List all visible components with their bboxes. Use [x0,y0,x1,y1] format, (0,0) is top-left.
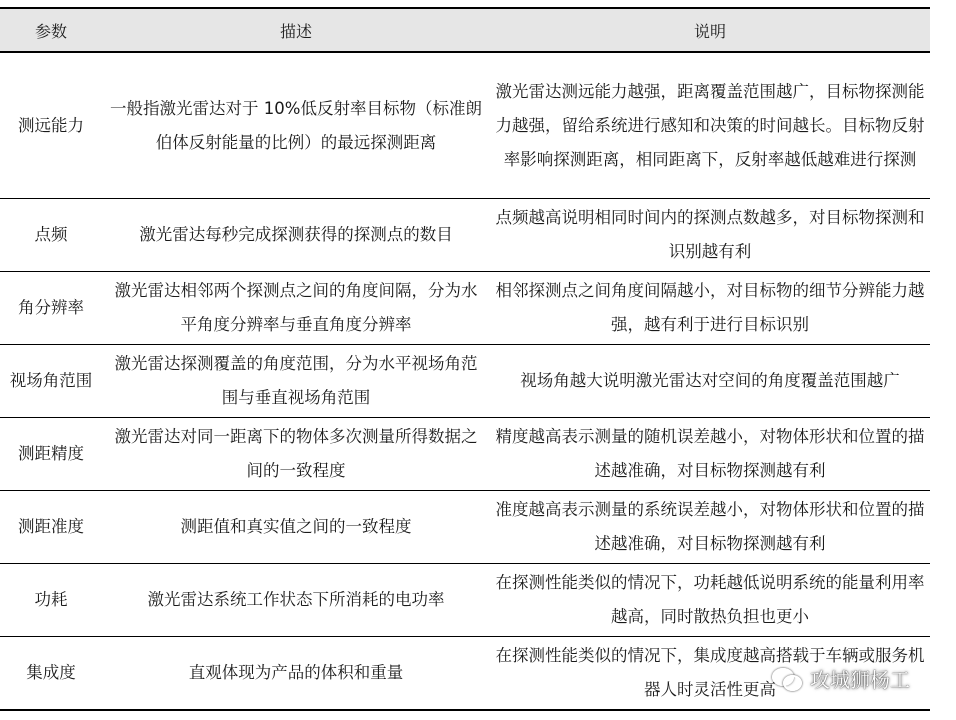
cell-param: 视场角范围 [0,345,102,418]
cell-expl: 相邻探测点之间角度间隔越小，对目标物的细节分辨能力越强，越有利于进行目标识别 [490,272,930,345]
cell-desc: 激光雷达对同一距离下的物体多次测量所得数据之间的一致程度 [102,418,490,491]
cell-desc: 激光雷达每秒完成探测获得的探测点的数目 [102,199,490,272]
cell-expl: 点频越高说明相同时间内的探测点数越多，对目标物探测和识别越有利 [490,199,930,272]
header-expl: 说明 [490,8,930,52]
cell-param: 功耗 [0,564,102,637]
cell-expl: 在探测性能类似的情况下，集成度越高搭载于车辆或服务机器人时灵活性更高 [490,637,930,711]
table-row [0,418,930,491]
cell-expl: 准度越高表示测量的系统误差越小，对物体形状和位置的描述越准确，对目标物探测越有利 [490,491,930,564]
watermark-text: 攻城狮杨工 [810,668,910,692]
cell-param: 测距精度 [0,418,102,491]
table-row [0,637,930,711]
cell-desc: 激光雷达相邻两个探测点之间的角度间隔，分为水平角度分辨率与垂直角度分辨率 [102,272,490,345]
table-row [0,199,930,272]
cell-expl: 精度越高表示测量的随机误差越小，对物体形状和位置的描述越准确，对目标物探测越有利 [490,418,930,491]
cell-param: 点频 [0,199,102,272]
header-desc: 描述 [102,8,490,52]
table-row [0,491,930,564]
cell-expl: 视场角越大说明激光雷达对空间的角度覆盖范围越广 [490,345,930,418]
cell-desc: 测距值和真实值之间的一致程度 [102,491,490,564]
table-row [0,52,930,199]
lidar-parameter-table-wrap [0,7,930,711]
table-row [0,564,930,637]
cell-param: 集成度 [0,637,102,711]
cell-desc: 激光雷达探测覆盖的角度范围，分为水平视场角范围与垂直视场角范围 [102,345,490,418]
cell-expl: 在探测性能类似的情况下，功耗越低说明系统的能量利用率越高，同时散热负担也更小 [490,564,930,637]
cell-desc: 激光雷达系统工作状态下所消耗的电功率 [102,564,490,637]
cell-desc: 一般指激光雷达对于 10%低反射率目标物（标准朗伯体反射能量的比例）的最远探测距离 [102,52,490,199]
cell-desc: 直观体现为产品的体积和重量 [102,637,490,711]
header-param: 参数 [0,8,102,52]
cell-param: 测远能力 [0,52,102,199]
cell-expl: 激光雷达测远能力越强，距离覆盖范围越广，目标物探测能力越强，留给系统进行感知和决策的时间越长。目标物反射率影响探测距离，相同距离下，反射率越低越难进行探测 [490,52,930,199]
table-row [0,345,930,418]
table-row [0,272,930,345]
table-header-row [0,8,930,52]
cell-param: 测距准度 [0,491,102,564]
cell-param: 角分辨率 [0,272,102,345]
lidar-parameter-table [0,7,930,711]
